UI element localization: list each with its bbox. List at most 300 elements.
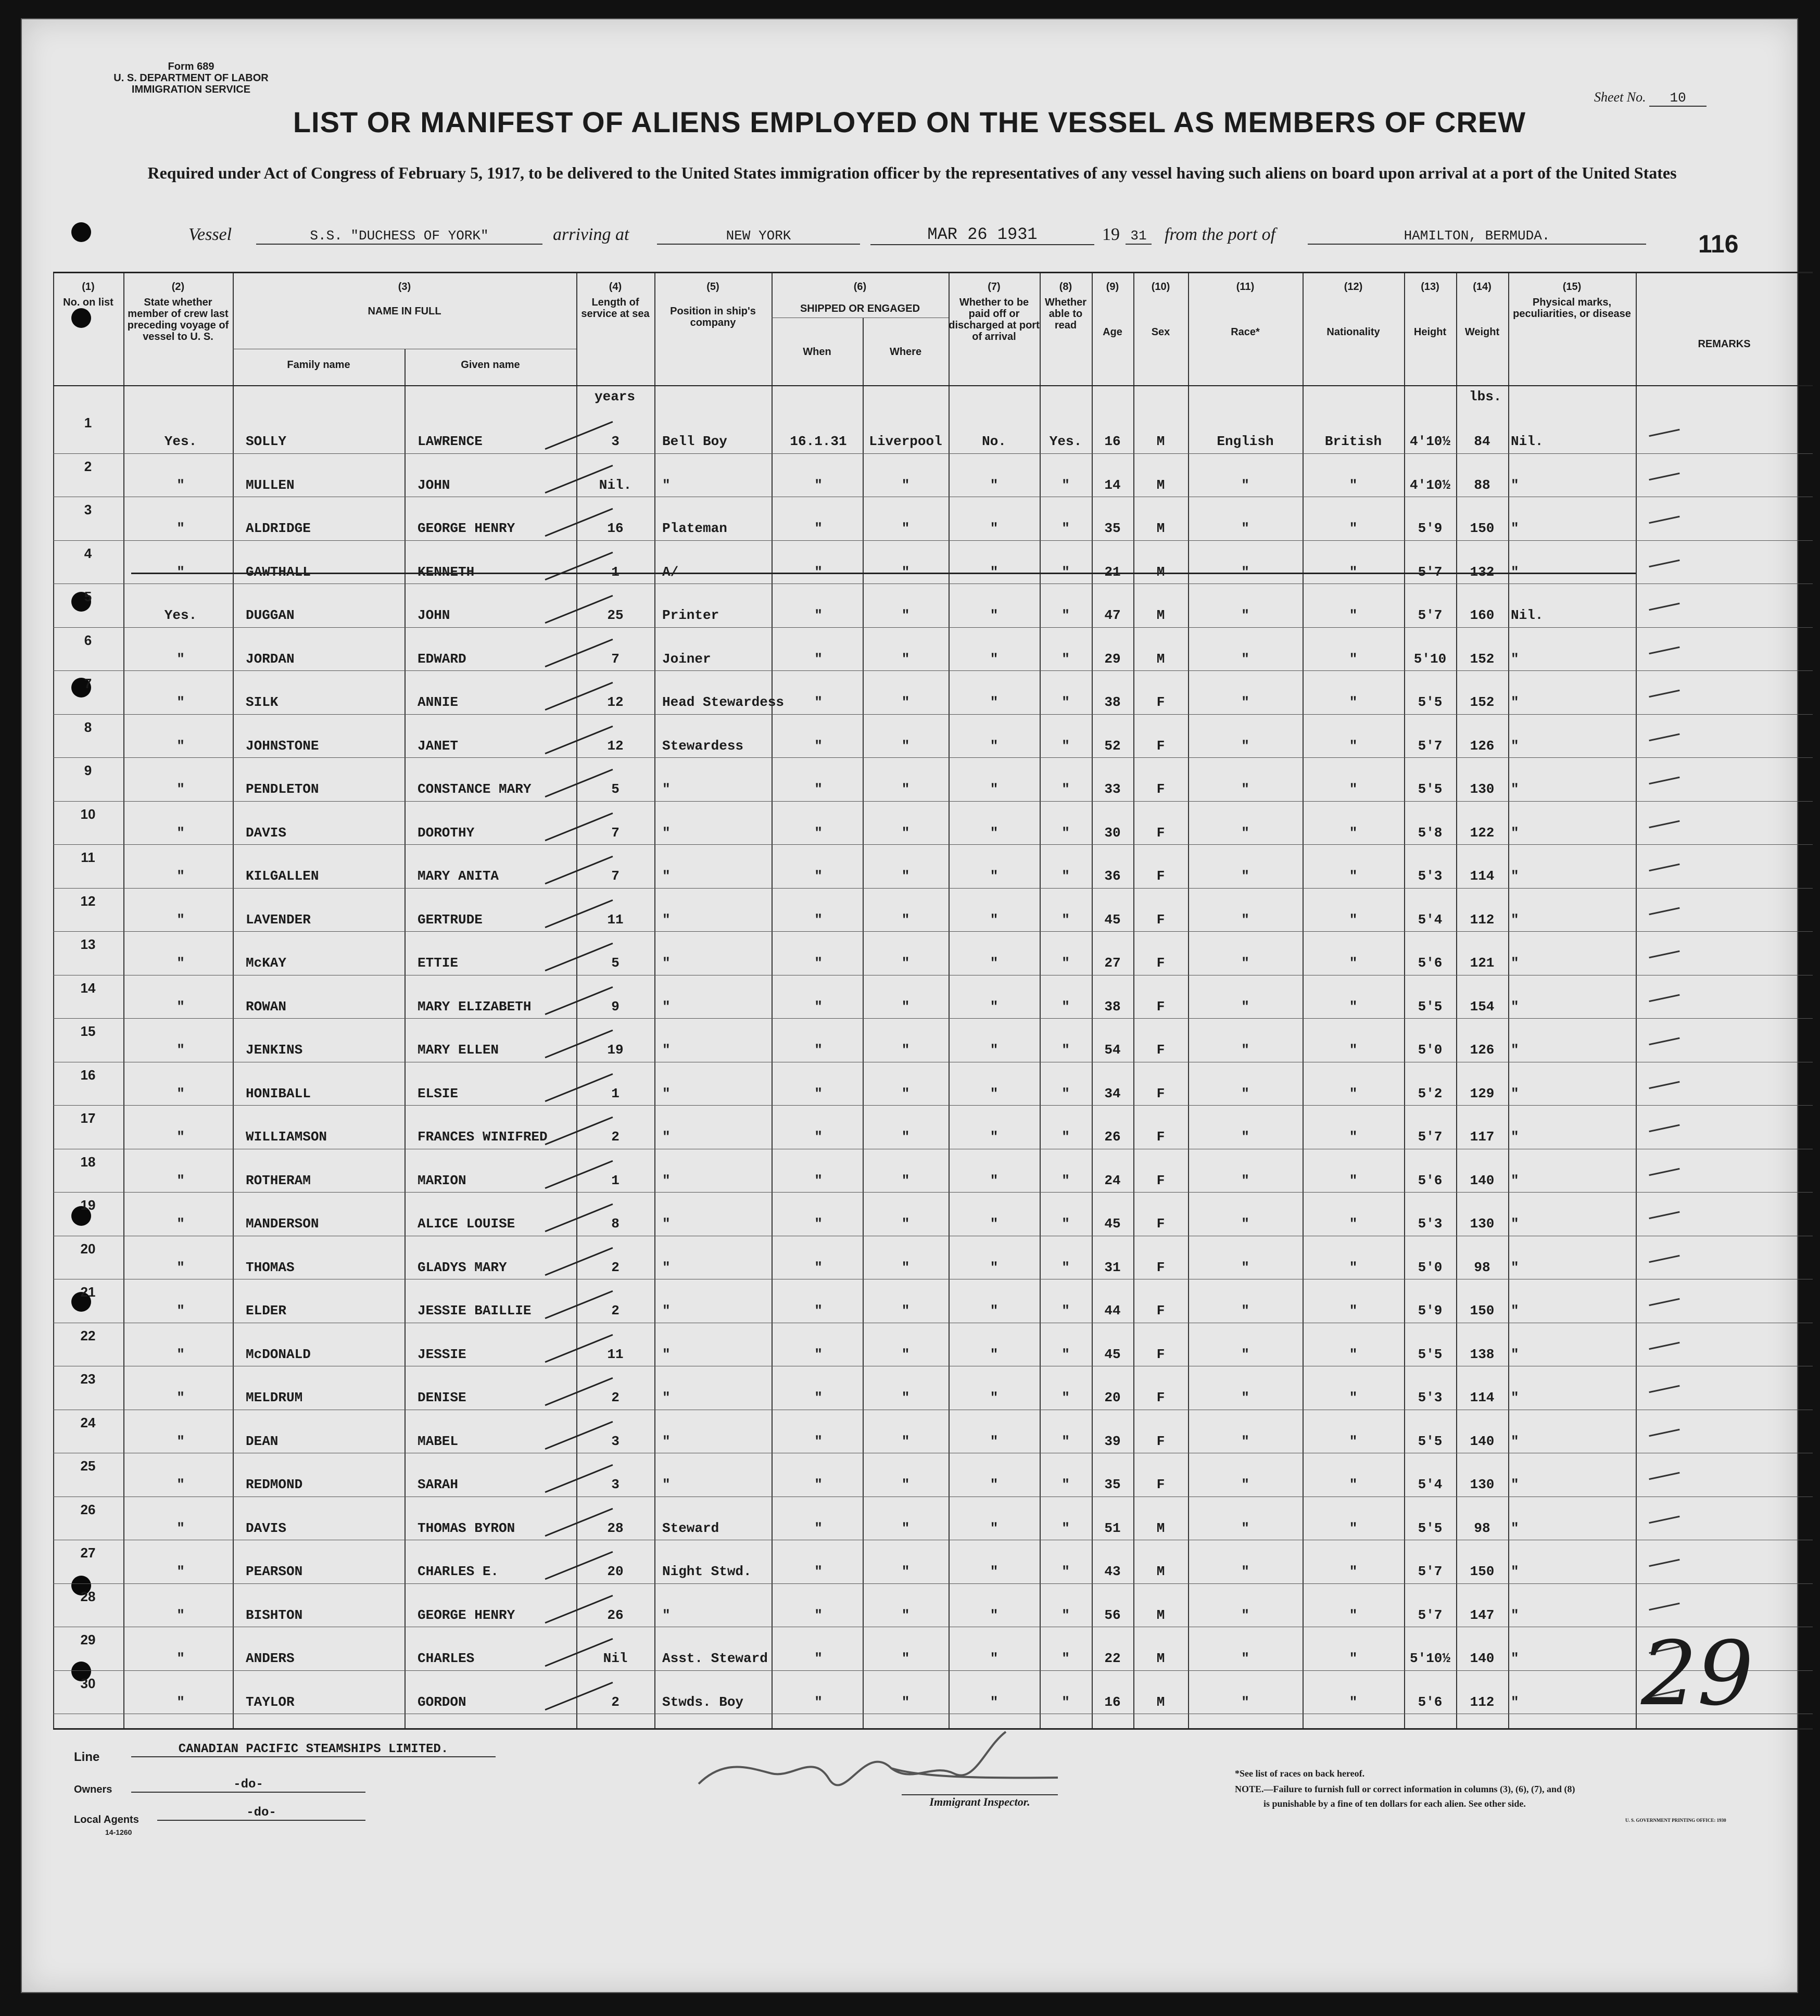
cell-given: CHARLES E. bbox=[418, 1564, 499, 1579]
cell-race: " bbox=[1241, 1346, 1249, 1362]
cell-family: DUGGAN bbox=[246, 607, 295, 623]
cell-position: " bbox=[662, 955, 671, 971]
cell-sex: F bbox=[1156, 1172, 1165, 1188]
remarks-tick bbox=[1649, 1124, 1679, 1132]
cell-weight: 152 bbox=[1470, 694, 1495, 710]
cell-when: " bbox=[814, 1520, 823, 1536]
cell-marks: " bbox=[1511, 1694, 1519, 1710]
cell-marks: " bbox=[1511, 1129, 1519, 1145]
cell-when: " bbox=[814, 521, 823, 536]
cell-race: " bbox=[1241, 738, 1249, 754]
cell-sex: F bbox=[1156, 911, 1165, 928]
cell-prev: " bbox=[176, 694, 185, 710]
cell-age: 51 bbox=[1104, 1520, 1121, 1536]
cell-family: REDMOND bbox=[246, 1477, 303, 1492]
cell-service: Nil. bbox=[599, 477, 632, 493]
cell-race: " bbox=[1241, 1477, 1249, 1492]
cell-age: 38 bbox=[1104, 998, 1121, 1015]
cell-marks: " bbox=[1511, 781, 1519, 797]
cell-nat: " bbox=[1349, 998, 1358, 1015]
page-number: 116 bbox=[1698, 231, 1739, 258]
cell-read: " bbox=[1061, 1085, 1070, 1101]
cell-where: " bbox=[901, 651, 910, 667]
cell-family: PEARSON bbox=[246, 1564, 303, 1579]
cell-where: " bbox=[901, 521, 910, 536]
remarks-tick bbox=[1649, 516, 1679, 524]
remarks-tick bbox=[1649, 1559, 1679, 1567]
cell-paid: " bbox=[990, 1477, 999, 1492]
cell-given: MARY ANITA bbox=[418, 868, 499, 884]
row-number: 30 bbox=[80, 1675, 96, 1691]
row-number: 25 bbox=[80, 1458, 96, 1474]
cell-family: MANDERSON bbox=[246, 1216, 319, 1232]
cell-read: " bbox=[1061, 1346, 1070, 1362]
cell-service: 2 bbox=[611, 1694, 620, 1710]
row-number: 24 bbox=[80, 1414, 96, 1430]
col-family-header: Family name bbox=[287, 359, 350, 371]
cell-marks: " bbox=[1511, 1433, 1519, 1449]
cell-when: " bbox=[814, 694, 823, 710]
cell-family: JENKINS bbox=[246, 1042, 303, 1058]
cell-prev: " bbox=[176, 1346, 185, 1362]
cell-prev: " bbox=[176, 651, 185, 667]
tally-mark: 29 bbox=[1641, 1622, 1754, 1726]
cell-nat: " bbox=[1349, 694, 1358, 710]
cell-sex: F bbox=[1156, 1129, 1165, 1145]
cell-weight: 129 bbox=[1470, 1085, 1495, 1101]
cell-position: " bbox=[662, 1346, 671, 1362]
cell-sex: M bbox=[1156, 1607, 1165, 1623]
cell-height: 5'4 bbox=[1418, 1477, 1443, 1492]
cell-when: " bbox=[814, 564, 823, 580]
cell-height: 5'3 bbox=[1418, 1390, 1443, 1405]
cell-marks: " bbox=[1511, 477, 1519, 493]
cell-read: " bbox=[1061, 477, 1070, 493]
cell-given: GEORGE HENRY bbox=[418, 1607, 515, 1623]
cell-service: 12 bbox=[607, 694, 624, 710]
cell-nat: " bbox=[1349, 1607, 1358, 1623]
cell-height: 5'4 bbox=[1418, 911, 1443, 928]
cell-read: " bbox=[1061, 1172, 1070, 1188]
cell-sex: M bbox=[1156, 607, 1165, 623]
cell-paid: " bbox=[990, 955, 999, 971]
cell-height: 5'5 bbox=[1418, 1520, 1443, 1536]
cell-height: 5'5 bbox=[1418, 781, 1443, 797]
cell-paid: " bbox=[990, 1259, 999, 1275]
cell-prev: " bbox=[176, 868, 185, 884]
col-prev-voyage-header: (2) State whether member of crew last preceding voyage of vessel to U. S. bbox=[127, 281, 229, 343]
cell-weight: 98 bbox=[1474, 1520, 1490, 1536]
cell-family: DEAN bbox=[246, 1433, 279, 1449]
cell-sex: F bbox=[1156, 1216, 1165, 1232]
col-position-header: (5) Position in ship's company bbox=[670, 281, 756, 328]
cell-height: 5'5 bbox=[1418, 1346, 1443, 1362]
cell-weight: 112 bbox=[1470, 911, 1495, 928]
cell-sex: M bbox=[1156, 477, 1165, 493]
remarks-tick bbox=[1649, 1298, 1679, 1306]
sheet-number bbox=[1594, 90, 1707, 107]
cell-paid: " bbox=[990, 564, 999, 580]
cell-weight: 112 bbox=[1470, 1694, 1495, 1710]
cell-weight: 121 bbox=[1470, 955, 1495, 971]
manifest-sheet bbox=[21, 18, 1798, 1993]
row-number: 28 bbox=[80, 1588, 96, 1604]
cell-service: 9 bbox=[611, 998, 620, 1015]
cell-service: 25 bbox=[607, 607, 624, 623]
cell-age: 39 bbox=[1104, 1433, 1121, 1449]
cell-when: " bbox=[814, 781, 823, 797]
cell-marks: " bbox=[1511, 1477, 1519, 1492]
cell-family: SILK bbox=[246, 694, 279, 710]
cell-family: MULLEN bbox=[246, 477, 295, 493]
cell-position: Plateman bbox=[662, 521, 727, 536]
cell-prev: " bbox=[176, 1085, 185, 1101]
year-prefix: 19 bbox=[1102, 225, 1120, 244]
cell-position: " bbox=[662, 781, 671, 797]
cell-family: ROWAN bbox=[246, 998, 287, 1015]
cell-age: 33 bbox=[1104, 781, 1121, 797]
cell-nat: " bbox=[1349, 1216, 1358, 1232]
cell-family: LAVENDER bbox=[246, 911, 311, 928]
cell-where: " bbox=[901, 998, 910, 1015]
cell-paid: " bbox=[990, 694, 999, 710]
cell-height: 5'7 bbox=[1418, 607, 1443, 623]
cell-marks: " bbox=[1511, 738, 1519, 754]
cell-family: WILLIAMSON bbox=[246, 1129, 327, 1145]
cell-read: " bbox=[1061, 1477, 1070, 1492]
remarks-tick bbox=[1649, 646, 1679, 654]
cell-race: English bbox=[1217, 434, 1274, 449]
cell-given: FRANCES WINIFRED bbox=[418, 1129, 548, 1145]
cell-sex: M bbox=[1156, 521, 1165, 536]
cell-read: " bbox=[1061, 1303, 1070, 1318]
col-service-header: (4) Length of service at sea bbox=[581, 281, 650, 320]
col-physical-header: (15) Physical marks, peculiarities, or disease bbox=[1513, 281, 1631, 320]
cell-when: " bbox=[814, 1172, 823, 1188]
row-rule bbox=[53, 670, 1813, 671]
owners-label: Owners bbox=[74, 1784, 112, 1795]
cell-given: JOHN bbox=[418, 477, 450, 493]
remarks-tick bbox=[1649, 907, 1679, 915]
cell-where: " bbox=[901, 1216, 910, 1232]
cell-weight: 152 bbox=[1470, 651, 1495, 667]
cell-marks: " bbox=[1511, 998, 1519, 1015]
cell-race: " bbox=[1241, 1129, 1249, 1145]
cell-height: 5'5 bbox=[1418, 998, 1443, 1015]
cell-paid: " bbox=[990, 781, 999, 797]
cell-sex: M bbox=[1156, 434, 1165, 449]
row-rule bbox=[53, 1192, 1813, 1193]
cell-prev: " bbox=[176, 1216, 185, 1232]
cell-where: " bbox=[901, 911, 910, 928]
cell-position: " bbox=[662, 998, 671, 1015]
col-shipped-header: (6) SHIPPED OR ENGAGED bbox=[800, 281, 920, 314]
page-subtitle: Required under Act of Congress of February 5, 1917, to be delivered to the United States immigration officer by the representatives of any vessel having such aliens on board upon arrival at a port of the United States bbox=[147, 163, 1677, 182]
cell-where: " bbox=[901, 1259, 910, 1275]
cell-family: KILGALLEN bbox=[246, 868, 319, 884]
cell-nat: " bbox=[1349, 1564, 1358, 1579]
printing-office: U. S. GOVERNMENT PRINTING OFFICE: 1930 bbox=[1625, 1818, 1726, 1823]
cell-marks: " bbox=[1511, 1520, 1519, 1536]
cell-sex: M bbox=[1156, 1564, 1165, 1579]
remarks-tick bbox=[1649, 777, 1679, 784]
cell-given: THOMAS BYRON bbox=[418, 1520, 515, 1536]
cell-family: SOLLY bbox=[246, 434, 287, 449]
cell-nat: " bbox=[1349, 868, 1358, 884]
cell-where: " bbox=[901, 1694, 910, 1710]
cell-race: " bbox=[1241, 1172, 1249, 1188]
cell-given: DENISE bbox=[418, 1390, 466, 1405]
cell-sex: F bbox=[1156, 955, 1165, 971]
cell-when: " bbox=[814, 998, 823, 1015]
cell-age: 16 bbox=[1104, 434, 1121, 449]
remarks-tick bbox=[1649, 1168, 1679, 1175]
cell-age: 31 bbox=[1104, 1259, 1121, 1275]
strike-line bbox=[131, 573, 1636, 574]
cell-paid: " bbox=[990, 1216, 999, 1232]
cell-prev: " bbox=[176, 1172, 185, 1188]
line-label: Line bbox=[74, 1750, 100, 1764]
cell-sex: F bbox=[1156, 1042, 1165, 1058]
cell-where: " bbox=[901, 477, 910, 493]
row-rule bbox=[53, 801, 1813, 802]
row-number: 20 bbox=[80, 1240, 96, 1257]
cell-age: 14 bbox=[1104, 477, 1121, 493]
cell-nat: " bbox=[1349, 477, 1358, 493]
cell-position: " bbox=[662, 1303, 671, 1318]
cell-age: 52 bbox=[1104, 738, 1121, 754]
cell-age: 16 bbox=[1104, 1694, 1121, 1710]
cell-when: " bbox=[814, 1607, 823, 1623]
cell-service: 12 bbox=[607, 738, 624, 754]
cell-marks: " bbox=[1511, 521, 1519, 536]
cell-nat: " bbox=[1349, 738, 1358, 754]
cell-age: 20 bbox=[1104, 1390, 1121, 1405]
cell-family: ALDRIDGE bbox=[246, 521, 311, 536]
cell-read: " bbox=[1061, 1129, 1070, 1145]
cell-given: GORDON bbox=[418, 1694, 466, 1710]
cell-position: " bbox=[662, 1477, 671, 1492]
date-stamp: MAR 26 1931 bbox=[870, 225, 1094, 245]
cell-service: 2 bbox=[611, 1129, 620, 1145]
cell-position: A/ bbox=[662, 564, 679, 580]
cell-service: 28 bbox=[607, 1520, 624, 1536]
remarks-tick bbox=[1649, 864, 1679, 871]
cell-paid: " bbox=[990, 521, 999, 536]
vessel-label: Vessel bbox=[188, 225, 232, 244]
cell-read: " bbox=[1061, 868, 1070, 884]
row-number: 8 bbox=[84, 719, 92, 735]
cell-weight: 130 bbox=[1470, 781, 1495, 797]
row-number: 4 bbox=[84, 545, 92, 561]
cell-position: Joiner bbox=[662, 651, 711, 667]
cell-where: " bbox=[901, 1085, 910, 1101]
cell-service: 5 bbox=[611, 781, 620, 797]
cell-position: " bbox=[662, 1390, 671, 1405]
row-number: 10 bbox=[80, 806, 96, 822]
cell-age: 27 bbox=[1104, 955, 1121, 971]
cell-nat: " bbox=[1349, 1303, 1358, 1318]
cell-when: " bbox=[814, 607, 823, 623]
cell-service: 2 bbox=[611, 1390, 620, 1405]
row-number: 19 bbox=[80, 1197, 96, 1213]
cell-race: " bbox=[1241, 1651, 1249, 1666]
row-number: 23 bbox=[80, 1371, 96, 1387]
cell-marks: " bbox=[1511, 1216, 1519, 1232]
cell-read: " bbox=[1061, 781, 1070, 797]
cell-marks: " bbox=[1511, 564, 1519, 580]
cell-paid: " bbox=[990, 1651, 999, 1666]
col-no-header: (1) No. on list bbox=[63, 281, 113, 308]
cell-paid: " bbox=[990, 477, 999, 493]
row-number: 11 bbox=[81, 849, 95, 865]
from-port: HAMILTON, BERMUDA. bbox=[1308, 228, 1646, 245]
cell-when: " bbox=[814, 1085, 823, 1101]
cell-prev: " bbox=[176, 564, 185, 580]
remarks-tick bbox=[1649, 559, 1679, 567]
cell-nat: " bbox=[1349, 607, 1358, 623]
cell-read: " bbox=[1061, 521, 1070, 536]
cell-paid: " bbox=[990, 911, 999, 928]
cell-paid: " bbox=[990, 607, 999, 623]
row-number: 29 bbox=[80, 1632, 96, 1647]
arriving-port: NEW YORK bbox=[657, 228, 860, 245]
cell-paid: " bbox=[990, 1607, 999, 1623]
inspector-label: Immigrant Inspector. bbox=[902, 1794, 1058, 1809]
cell-race: " bbox=[1241, 781, 1249, 797]
cell-marks: " bbox=[1511, 1346, 1519, 1362]
remarks-tick bbox=[1649, 1211, 1679, 1219]
cell-read: " bbox=[1061, 1259, 1070, 1275]
cell-prev: " bbox=[176, 1607, 185, 1623]
remarks-tick bbox=[1649, 429, 1679, 437]
cell-marks: " bbox=[1511, 955, 1519, 971]
cell-height: 4'10½ bbox=[1409, 477, 1450, 493]
row-number: 22 bbox=[80, 1327, 96, 1343]
cell-where: " bbox=[901, 1433, 910, 1449]
row-rule bbox=[53, 844, 1813, 845]
cell-given: JOHN bbox=[418, 607, 450, 623]
cell-when: " bbox=[814, 1216, 823, 1232]
cell-age: 29 bbox=[1104, 651, 1121, 667]
cell-weight: 88 bbox=[1474, 477, 1490, 493]
cell-given: MARY ELIZABETH bbox=[418, 998, 532, 1015]
cell-when: 16.1.31 bbox=[790, 434, 847, 449]
cell-prev: " bbox=[176, 1303, 185, 1318]
cell-when: " bbox=[814, 1390, 823, 1405]
cell-race: " bbox=[1241, 955, 1249, 971]
cell-paid: " bbox=[990, 1346, 999, 1362]
cell-age: 22 bbox=[1104, 1651, 1121, 1666]
cell-race: " bbox=[1241, 1303, 1249, 1318]
col-when-header: When bbox=[803, 346, 831, 358]
cell-height: 4'10½ bbox=[1409, 434, 1450, 449]
cell-prev: " bbox=[176, 1564, 185, 1579]
cell-prev: " bbox=[176, 521, 185, 536]
cell-sex: F bbox=[1156, 868, 1165, 884]
row-rule bbox=[53, 1018, 1813, 1019]
cell-position: Stwds. Boy bbox=[662, 1694, 744, 1710]
cell-nat: " bbox=[1349, 1520, 1358, 1536]
cell-when: " bbox=[814, 955, 823, 971]
unit-years: years bbox=[595, 389, 636, 404]
cell-where: " bbox=[901, 1564, 910, 1579]
cell-height: 5'9 bbox=[1418, 1303, 1443, 1318]
cell-family: JOHNSTONE bbox=[246, 738, 319, 754]
cell-when: " bbox=[814, 868, 823, 884]
cell-position: Printer bbox=[662, 607, 719, 623]
col-name-header: (3) NAME IN FULL bbox=[368, 281, 441, 317]
cell-paid: " bbox=[990, 825, 999, 841]
cell-nat: " bbox=[1349, 1259, 1358, 1275]
cell-height: 5'0 bbox=[1418, 1259, 1443, 1275]
cell-race: " bbox=[1241, 1390, 1249, 1405]
cell-nat: " bbox=[1349, 564, 1358, 580]
cell-race: " bbox=[1241, 825, 1249, 841]
cell-when: " bbox=[814, 1477, 823, 1492]
cell-prev: " bbox=[176, 781, 185, 797]
cell-position: " bbox=[662, 868, 671, 884]
cell-sex: M bbox=[1156, 564, 1165, 580]
row-number: 16 bbox=[80, 1067, 96, 1083]
row-number: 21 bbox=[80, 1284, 96, 1300]
row-number: 1 bbox=[84, 415, 92, 430]
cell-family: THOMAS bbox=[246, 1259, 295, 1275]
cell-read: " bbox=[1061, 738, 1070, 754]
cell-weight: 126 bbox=[1470, 1042, 1495, 1058]
cell-when: " bbox=[814, 1042, 823, 1058]
cell-height: 5'3 bbox=[1418, 868, 1443, 884]
cell-height: 5'5 bbox=[1418, 694, 1443, 710]
cell-where: " bbox=[901, 1390, 910, 1405]
cell-sex: F bbox=[1156, 1433, 1165, 1449]
cell-position: " bbox=[662, 911, 671, 928]
cell-position: Head Stewardess bbox=[662, 694, 785, 710]
cell-service: 16 bbox=[607, 521, 624, 536]
cell-where: " bbox=[901, 955, 910, 971]
cell-age: 21 bbox=[1104, 564, 1121, 580]
cell-paid: " bbox=[990, 998, 999, 1015]
cell-given: JESSIE bbox=[418, 1346, 466, 1362]
cell-height: 5'6 bbox=[1418, 1172, 1443, 1188]
cell-service: 7 bbox=[611, 825, 620, 841]
cell-paid: " bbox=[990, 1085, 999, 1101]
cell-marks: " bbox=[1511, 1651, 1519, 1666]
cell-weight: 150 bbox=[1470, 1564, 1495, 1579]
cell-prev: " bbox=[176, 1477, 185, 1492]
cell-service: 11 bbox=[607, 1346, 624, 1362]
cell-nat: " bbox=[1349, 1172, 1358, 1188]
cell-read: " bbox=[1061, 1651, 1070, 1666]
cell-prev: " bbox=[176, 998, 185, 1015]
cell-given: DOROTHY bbox=[418, 825, 475, 841]
cell-weight: 154 bbox=[1470, 998, 1495, 1015]
remarks-tick bbox=[1649, 690, 1679, 698]
row-number: 7 bbox=[84, 676, 92, 691]
cell-age: 44 bbox=[1104, 1303, 1121, 1318]
cell-where: " bbox=[901, 1346, 910, 1362]
cell-race: " bbox=[1241, 1433, 1249, 1449]
row-number: 26 bbox=[80, 1501, 96, 1517]
remarks-tick bbox=[1649, 472, 1679, 480]
cell-height: 5'7 bbox=[1418, 1564, 1443, 1579]
cell-position: " bbox=[662, 1216, 671, 1232]
sheet-label: Sheet No. bbox=[1594, 90, 1646, 105]
row-number: 5 bbox=[84, 589, 92, 604]
row-number: 6 bbox=[84, 632, 92, 648]
cell-position: " bbox=[662, 1085, 671, 1101]
cell-when: " bbox=[814, 1129, 823, 1145]
